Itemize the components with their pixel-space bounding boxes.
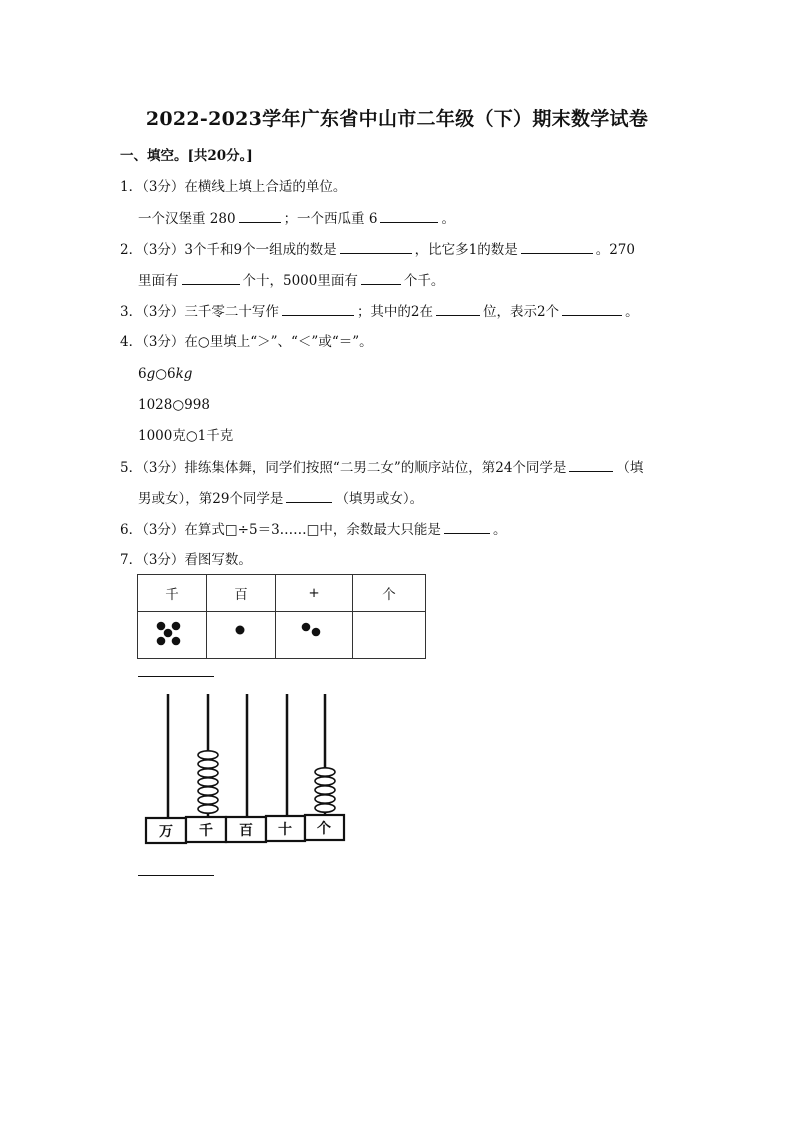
table-header-hundreds: 百	[207, 575, 276, 612]
table-header-thousands: 千	[138, 575, 207, 612]
q2-blank-3[interactable]	[182, 271, 240, 285]
dot	[157, 622, 166, 631]
q7-answer-blank-1[interactable]	[138, 676, 214, 677]
question-5-line-2	[138, 489, 423, 508]
q2-blank-4[interactable]	[361, 271, 401, 285]
q6-text-a: 6．（3分）在算式□÷5＝3……□中，余数最大只能是	[120, 522, 441, 538]
q4-c1-unit: g	[146, 366, 156, 382]
bead	[315, 768, 335, 776]
q5-blank-1[interactable]	[569, 458, 613, 472]
table-header-ones: 个	[353, 575, 426, 612]
q5-text-d: （填男或女）。	[335, 491, 424, 507]
place-value-table	[137, 574, 426, 659]
q3-text-c: 位，表示2个	[483, 304, 560, 320]
question-3-text	[120, 302, 639, 321]
dots-cell-ones	[353, 612, 426, 659]
q2-text-d: 里面有	[138, 273, 179, 289]
abacus-label-bai: 百	[239, 823, 253, 839]
dots-cell-thousands	[138, 612, 207, 659]
q3-text-d: 。	[625, 304, 639, 320]
question-5-line-1	[120, 458, 643, 477]
q2-text-b: ，比它多1的数是	[414, 242, 518, 258]
q2-text-a: 2．（3分）3个千和9个一组成的数是	[120, 242, 337, 258]
q3-text-a: 3．（3分）三千零二十写作	[120, 304, 279, 320]
q3-blank-2[interactable]	[436, 302, 480, 316]
q2-blank-2[interactable]	[521, 240, 593, 254]
q3-blank-3[interactable]	[562, 302, 622, 316]
bead	[198, 760, 218, 768]
q5-blank-2[interactable]	[286, 489, 332, 503]
bead	[198, 778, 218, 786]
q2-blank-1[interactable]	[340, 240, 412, 254]
q4-c1-circle[interactable]: ○6	[155, 366, 176, 382]
bead	[198, 796, 218, 804]
question-4-text: 4．（3分）在○里填上“＞”、“＜”或“＝”。	[120, 334, 373, 350]
bead	[198, 805, 218, 813]
dots-hundreds	[226, 618, 256, 648]
bead	[198, 769, 218, 777]
q5-text-b: （填	[616, 460, 644, 476]
abacus-beads-thousands	[198, 751, 218, 813]
q2-text-f: 个千。	[403, 273, 445, 289]
bead	[315, 804, 335, 812]
q4-compare-3[interactable]: 1000克○1千克	[138, 428, 234, 444]
question-1-text: 1．（3分）在横线上填上合适的单位。	[120, 179, 347, 195]
dots-tens	[294, 618, 334, 648]
dot	[312, 628, 321, 637]
abacus-beads-ones	[315, 768, 335, 812]
q4-compare-2[interactable]: 1028○998	[138, 397, 210, 413]
section-heading: 一、填空。[共20分。]	[120, 148, 253, 164]
question-2-line-2	[138, 271, 444, 290]
abacus-label-ge: 个	[317, 821, 331, 837]
question-2-line-1	[120, 240, 635, 259]
q4-compare-1	[138, 365, 192, 383]
q2-text-c: 。270	[595, 242, 635, 258]
bead	[315, 795, 335, 803]
q5-text-a: 5．（3分）排练集体舞，同学们按照“二男二女”的顺序站位，第24个同学是	[120, 460, 567, 476]
q4-c1-num: 6	[138, 366, 147, 382]
q2-text-e: 个十，5000里面有	[242, 273, 358, 289]
q4-c1-unit2: kg	[175, 366, 193, 382]
dot	[172, 622, 181, 631]
q1-text-a: 一个汉堡重 280	[138, 211, 236, 227]
bead	[315, 777, 335, 785]
exam-title: 2022-2023学年广东省中山市二年级（下）期末数学试卷	[145, 108, 649, 130]
abacus-label-qian: 千	[199, 823, 213, 839]
dot	[164, 629, 173, 638]
abacus-label-wan: 万	[159, 824, 173, 840]
q1-blank-2[interactable]	[380, 209, 438, 223]
abacus-label-shi: 十	[278, 822, 292, 838]
dot	[302, 623, 311, 632]
dots-cell-tens	[276, 612, 353, 659]
dot	[236, 626, 245, 635]
q7-answer-blank-2[interactable]	[138, 875, 214, 876]
abacus-figure	[138, 690, 353, 850]
dots-thousands	[152, 618, 192, 648]
q5-text-c: 男或女），第29个同学是	[138, 491, 284, 507]
question-6-text	[120, 520, 506, 539]
q3-blank-1[interactable]	[282, 302, 354, 316]
dot	[172, 637, 181, 646]
dot	[157, 637, 166, 646]
q1-text-b: ；一个西瓜重 6	[283, 211, 378, 227]
question-1-blanks	[138, 209, 455, 228]
bead	[198, 751, 218, 759]
q3-text-b: ；其中的2在	[356, 304, 434, 320]
question-7-text: 7．（3分）看图写数。	[120, 552, 252, 568]
bead	[198, 787, 218, 795]
q6-text-b: 。	[492, 522, 507, 538]
table-header-tens: +	[276, 575, 353, 612]
bead	[315, 786, 335, 794]
q6-blank-1[interactable]	[444, 520, 490, 534]
q1-text-c: 。	[441, 211, 455, 227]
q1-blank-1[interactable]	[239, 209, 281, 223]
dots-cell-hundreds	[207, 612, 276, 659]
